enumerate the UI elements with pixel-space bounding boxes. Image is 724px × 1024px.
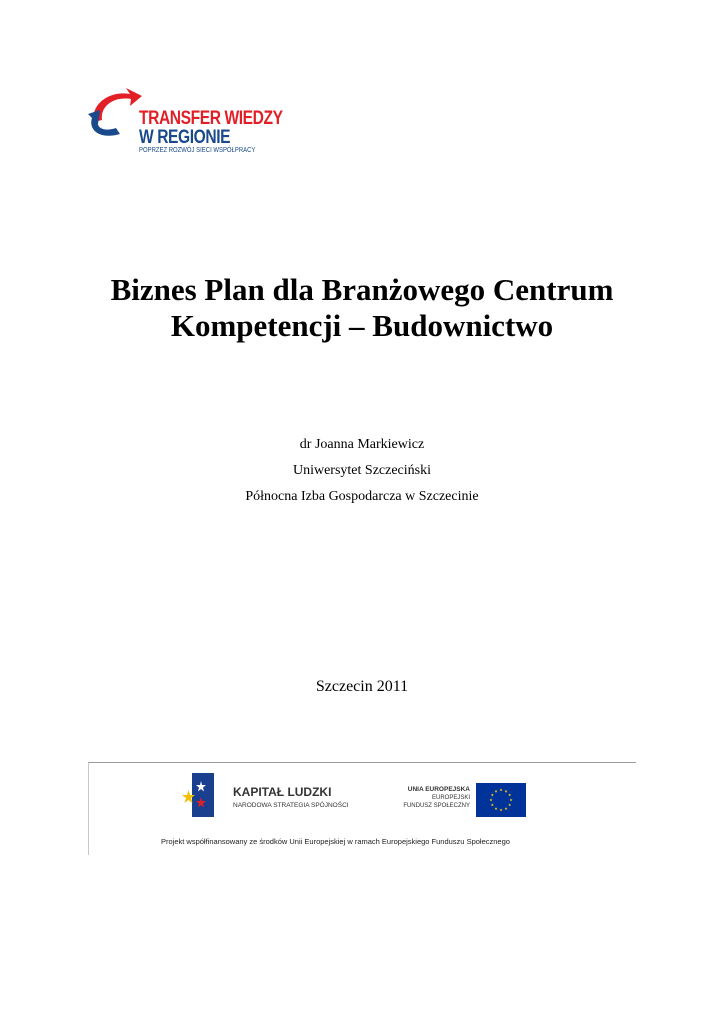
- kapital-ludzki-subtitle: NARODOWA STRATEGIA SPÓJNOŚCI: [233, 802, 349, 809]
- document-title: [0, 272, 724, 344]
- footer-banner: [88, 762, 636, 855]
- logo-tagline: POPRZEZ ROZWÓJ SIECI WSPÓŁPRACY: [139, 147, 256, 154]
- affiliation-university: Uniwersytet Szczeciński: [292, 463, 431, 478]
- eu-line-1: EUROPEJSKI: [431, 795, 470, 801]
- transfer-wiedzy-logo: [84, 82, 294, 162]
- funding-note: Projekt współfinansowany ze środków Unii Europejskiej w ramach Europejskiego Funduszu Społecznego: [161, 837, 510, 846]
- title-line-2: Kompetencji – Budownictwo: [170, 308, 554, 343]
- eu-flag-icon: [476, 783, 526, 817]
- city-year: Szczecin 2011: [315, 678, 409, 695]
- affiliation-chamber: Północna Izba Gospodarcza w Szczecinie: [245, 489, 479, 504]
- author-name: dr Joanna Markiewicz: [299, 437, 425, 452]
- eu-text-block: [403, 785, 470, 810]
- eu-line-2: FUNDUSZ SPOŁECZNY: [403, 803, 470, 809]
- logo-title-red: TRANSFER WIEDZY: [139, 108, 283, 129]
- kapital-ludzki-logo-icon: [178, 773, 218, 819]
- author-block: [0, 432, 724, 510]
- eu-title: UNIA EUROPEJSKA: [407, 786, 470, 793]
- kapital-ludzki-name: KAPITAŁ LUDZKI: [233, 785, 332, 799]
- logo-title-blue: W REGIONIE: [139, 127, 231, 148]
- title-line-1: Biznes Plan dla Branżowego Centrum: [110, 272, 614, 307]
- swirl-arrows-icon: [86, 84, 146, 144]
